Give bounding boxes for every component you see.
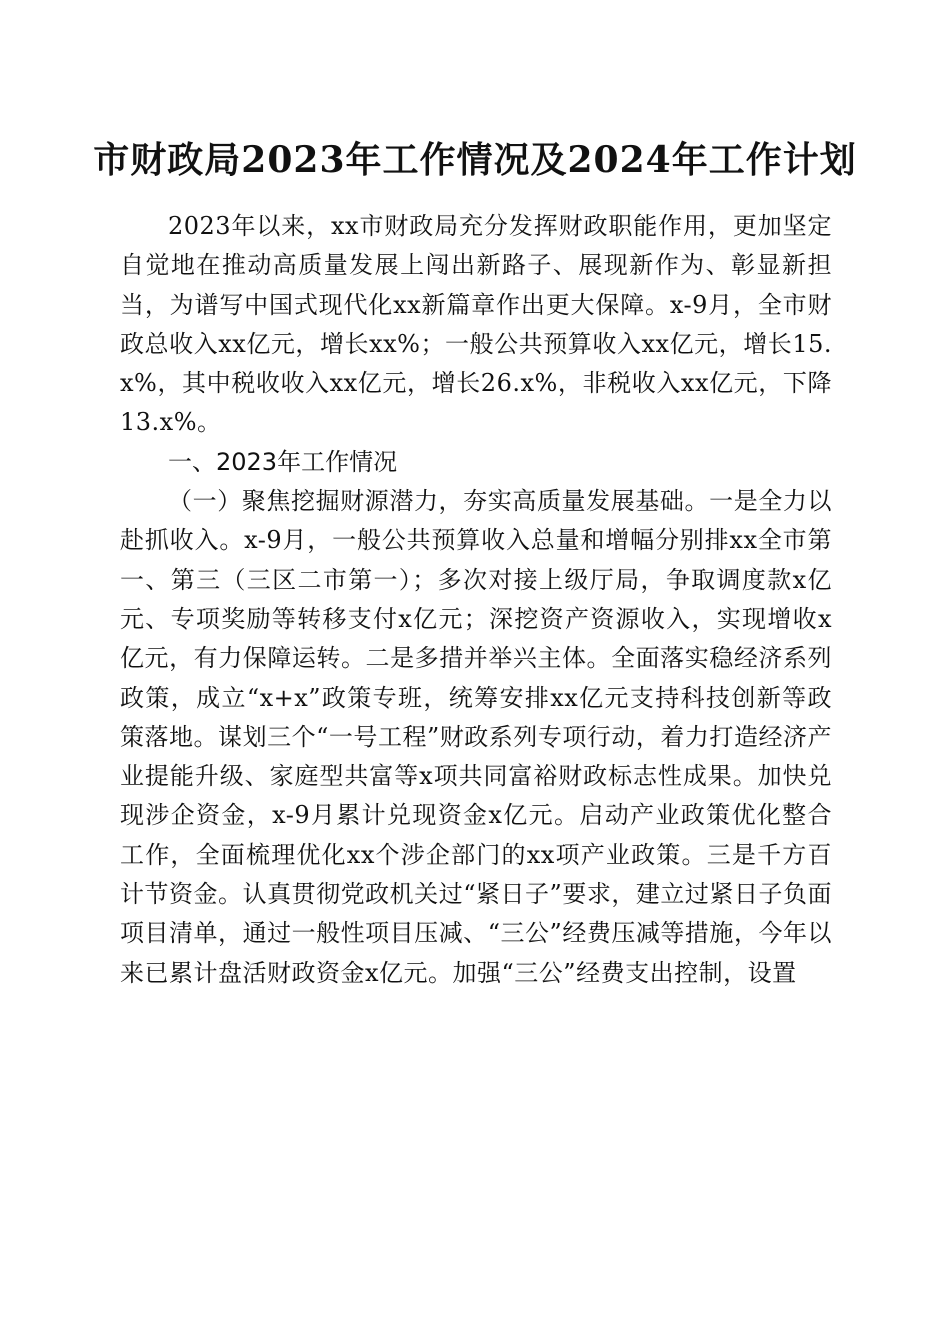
document-body [120,207,832,993]
section-paragraph: （一）聚焦挖掘财源潜力，夯实高质量发展基础。一是全力以赴抓收入。x-9月，一般公共预算收入总量和增幅分别排xx全市第一、第三（三区二市第一）；多次对接上级厅局，争取调度款x亿元、专项奖励等转移支付x亿元；深挖资产资源收入，实现增收x亿元，有力保障运转。二是多措并举兴主体。全面落实稳经济系列政策，成立“x+x”政策专班，统筹安排xx亿元支持科技创新等政策落地。谋划三个“一号工程”财政系列专项行动，着力打造经济产业提能升级、家庭型共富等x项共同富裕财政标志性成果。加快兑现涉企资金，x-9月累计兑现资金x亿元。启动产业政策优化整合工作，全面梳理优化xx个涉企部门的xx项产业政策。三是千方百计节资金。认真贯彻党政机关过“紧日子”要求，建立过紧日子负面项目清单，通过一般性项目压减、“三公”经费压减等措施，今年以来已累计盘活财政资金x亿元。加强“三公”经费支出控制，设置 [120,487,832,987]
document-title: 市财政局2023年工作情况及2024年工作计划 [93,139,857,181]
intro-paragraph: 2023年以来，xx市财政局充分发挥财政职能作用，更加坚定自觉地在推动高质量发展上闯出新路子、展现新作为、彰显新担当，为谱写中国式现代化xx新篇章作出更大保障。x-9月，全市财政总收入xx亿元，增长xx%；一般公共预算收入xx亿元，增长15.x%，其中税收收入xx亿元，增长26.x%，非税收入xx亿元，下降13.x%。 [120,212,832,437]
section-heading: 一、2023年工作情况 [168,447,398,476]
